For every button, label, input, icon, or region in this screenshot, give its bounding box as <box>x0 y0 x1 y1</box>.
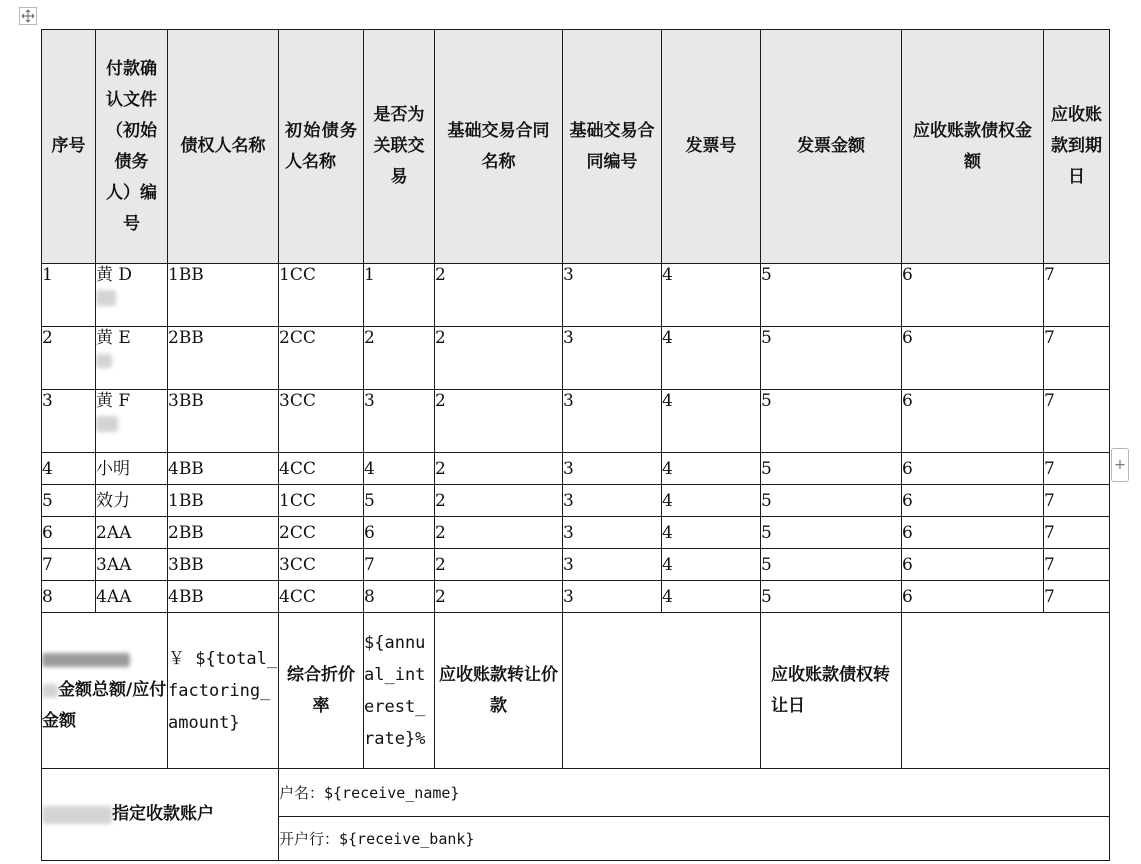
cell-doc-id: 2AA <box>96 517 168 549</box>
cell-due-date: 7 <box>1044 517 1110 549</box>
cell-receivable-amount: 6 <box>902 390 1044 453</box>
cell-debtor: 3CC <box>279 549 364 581</box>
cell-invoice-amount: 5 <box>761 264 902 327</box>
cell-doc-id <box>96 390 168 453</box>
summary-row <box>42 613 1110 769</box>
cell-debtor: 2CC <box>279 517 364 549</box>
header-debtor: 初始债务人名称 <box>279 30 364 264</box>
cell-receivable-amount: 6 <box>902 485 1044 517</box>
cell-invoice-no: 4 <box>662 581 761 613</box>
cell-related: 2 <box>364 327 435 390</box>
redacted-mark <box>96 290 116 306</box>
table-row <box>42 453 1110 485</box>
cell-creditor: 3BB <box>168 390 279 453</box>
cell-related: 5 <box>364 485 435 517</box>
cell-contract-no: 3 <box>563 549 662 581</box>
transfer-date-value <box>902 613 1110 769</box>
cell-no: 1 <box>42 264 96 327</box>
table-move-icon[interactable] <box>19 7 37 25</box>
header-seq: 序号 <box>42 30 96 264</box>
cell-invoice-no: 4 <box>662 485 761 517</box>
cell-related: 6 <box>364 517 435 549</box>
header-row <box>42 30 1110 264</box>
cell-contract-name: 2 <box>435 264 563 327</box>
cell-creditor: 2BB <box>168 327 279 390</box>
cell-no: 8 <box>42 581 96 613</box>
table-row <box>42 485 1110 517</box>
cell-contract-no: 3 <box>563 390 662 453</box>
header-doc-id: 付款确认文件（初始债务人）编号 <box>96 30 168 264</box>
cell-doc-id: 效力 <box>96 485 168 517</box>
redacted-mark <box>42 653 130 667</box>
cell-due-date: 7 <box>1044 549 1110 581</box>
cell-invoice-amount: 5 <box>761 549 902 581</box>
header-invoice-no: 发票号 <box>662 30 761 264</box>
cell-no: 4 <box>42 453 96 485</box>
cell-contract-name: 2 <box>435 453 563 485</box>
header-contract-no: 基础交易合同编号 <box>563 30 662 264</box>
cell-related: 8 <box>364 581 435 613</box>
redacted-mark <box>96 354 112 368</box>
cell-receivable-amount: 6 <box>902 549 1044 581</box>
total-amount-label: 金额总额/应付金额 <box>42 680 167 731</box>
cell-contract-no: 3 <box>563 264 662 327</box>
receivables-table <box>41 29 1110 861</box>
discount-rate-label: 综合折价率 <box>279 613 364 769</box>
cell-contract-no: 3 <box>563 485 662 517</box>
cell-creditor: 4BB <box>168 453 279 485</box>
header-invoice-amount: 发票金额 <box>761 30 902 264</box>
cell-creditor: 2BB <box>168 517 279 549</box>
account-label: 指定收款账户 <box>112 804 214 824</box>
cell-debtor: 1CC <box>279 264 364 327</box>
cell-doc-id <box>96 264 168 327</box>
cell-contract-name: 2 <box>435 581 563 613</box>
cell-contract-no: 3 <box>563 581 662 613</box>
cell-due-date: 7 <box>1044 453 1110 485</box>
header-contract-name: 基础交易合同名称 <box>435 30 563 264</box>
cell-invoice-amount: 5 <box>761 327 902 390</box>
cell-contract-no: 3 <box>563 327 662 390</box>
header-creditor: 债权人名称 <box>168 30 279 264</box>
transfer-date-label: 应收账款债权转让日 <box>761 613 902 769</box>
cell-debtor: 2CC <box>279 327 364 390</box>
cell-due-date: 7 <box>1044 327 1110 390</box>
cell-contract-name: 2 <box>435 390 563 453</box>
cell-receivable-amount: 6 <box>902 327 1044 390</box>
cell-due-date: 7 <box>1044 485 1110 517</box>
cell-no: 7 <box>42 549 96 581</box>
cell-receivable-amount: 6 <box>902 264 1044 327</box>
discount-rate-value: ${annual_interest_rate}% <box>364 613 435 769</box>
cell-invoice-no: 4 <box>662 549 761 581</box>
table-row <box>42 264 1110 327</box>
account-name-line <box>279 769 1110 817</box>
header-due-date: 应收账款到期日 <box>1044 30 1110 264</box>
transfer-price-label: 应收账款转让价款 <box>435 613 563 769</box>
cell-invoice-no: 4 <box>662 327 761 390</box>
cell-contract-no: 3 <box>563 453 662 485</box>
cell-doc-id: 3AA <box>96 549 168 581</box>
account-row <box>42 769 1110 817</box>
cell-contract-name: 2 <box>435 327 563 390</box>
table-row <box>42 517 1110 549</box>
cell-receivable-amount: 6 <box>902 581 1044 613</box>
cell-no: 3 <box>42 390 96 453</box>
cell-invoice-no: 4 <box>662 390 761 453</box>
cell-doc-id <box>96 327 168 390</box>
cell-contract-name: 2 <box>435 549 563 581</box>
cell-debtor: 3CC <box>279 390 364 453</box>
table-row <box>42 581 1110 613</box>
cell-invoice-no: 4 <box>662 453 761 485</box>
cell-invoice-no: 4 <box>662 517 761 549</box>
redacted-mark <box>42 684 58 698</box>
cell-contract-no: 3 <box>563 517 662 549</box>
account-name: 户名：${receive_name} <box>279 784 460 802</box>
table-row <box>42 549 1110 581</box>
cell-related: 4 <box>364 453 435 485</box>
cell-receivable-amount: 6 <box>902 453 1044 485</box>
cell-no: 5 <box>42 485 96 517</box>
cell-due-date: 7 <box>1044 581 1110 613</box>
cell-debtor: 4CC <box>279 581 364 613</box>
cell-no: 6 <box>42 517 96 549</box>
cell-invoice-no: 4 <box>662 264 761 327</box>
cell-invoice-amount: 5 <box>761 581 902 613</box>
cell-creditor: 4BB <box>168 581 279 613</box>
doc-id-text: 黄 D <box>96 265 133 285</box>
total-amount-label-cell <box>42 613 168 769</box>
cell-invoice-amount: 5 <box>761 485 902 517</box>
cell-debtor: 1CC <box>279 485 364 517</box>
cell-due-date: 7 <box>1044 264 1110 327</box>
cell-creditor: 3BB <box>168 549 279 581</box>
add-column-plus-icon[interactable]: + <box>1111 448 1129 482</box>
redacted-mark <box>42 806 112 824</box>
doc-id-text: 黄 F <box>96 391 131 411</box>
cell-invoice-amount: 5 <box>761 390 902 453</box>
cell-debtor: 4CC <box>279 453 364 485</box>
cell-creditor: 1BB <box>168 485 279 517</box>
account-bank-line <box>279 817 1110 861</box>
cell-due-date: 7 <box>1044 390 1110 453</box>
cell-invoice-amount: 5 <box>761 453 902 485</box>
table-row <box>42 390 1110 453</box>
account-bank: 开户行：${receive_bank} <box>279 830 475 848</box>
cell-contract-name: 2 <box>435 485 563 517</box>
cell-invoice-amount: 5 <box>761 517 902 549</box>
header-receivable-amount: 应收账款债权金额 <box>902 30 1044 264</box>
cell-no: 2 <box>42 327 96 390</box>
table-row <box>42 327 1110 390</box>
cell-contract-name: 2 <box>435 517 563 549</box>
header-related: 是否为关联交易 <box>364 30 435 264</box>
transfer-price-value <box>563 613 761 769</box>
cell-receivable-amount: 6 <box>902 517 1044 549</box>
total-amount-value: ￥ ${total_factoring_amount} <box>168 613 279 769</box>
doc-id-text: 黄 E <box>96 328 131 348</box>
account-label-cell <box>42 769 279 861</box>
cell-creditor: 1BB <box>168 264 279 327</box>
cell-related: 1 <box>364 264 435 327</box>
redacted-mark <box>96 416 118 432</box>
cell-doc-id: 4AA <box>96 581 168 613</box>
cell-related: 3 <box>364 390 435 453</box>
cell-doc-id: 小明 <box>96 453 168 485</box>
cell-related: 7 <box>364 549 435 581</box>
